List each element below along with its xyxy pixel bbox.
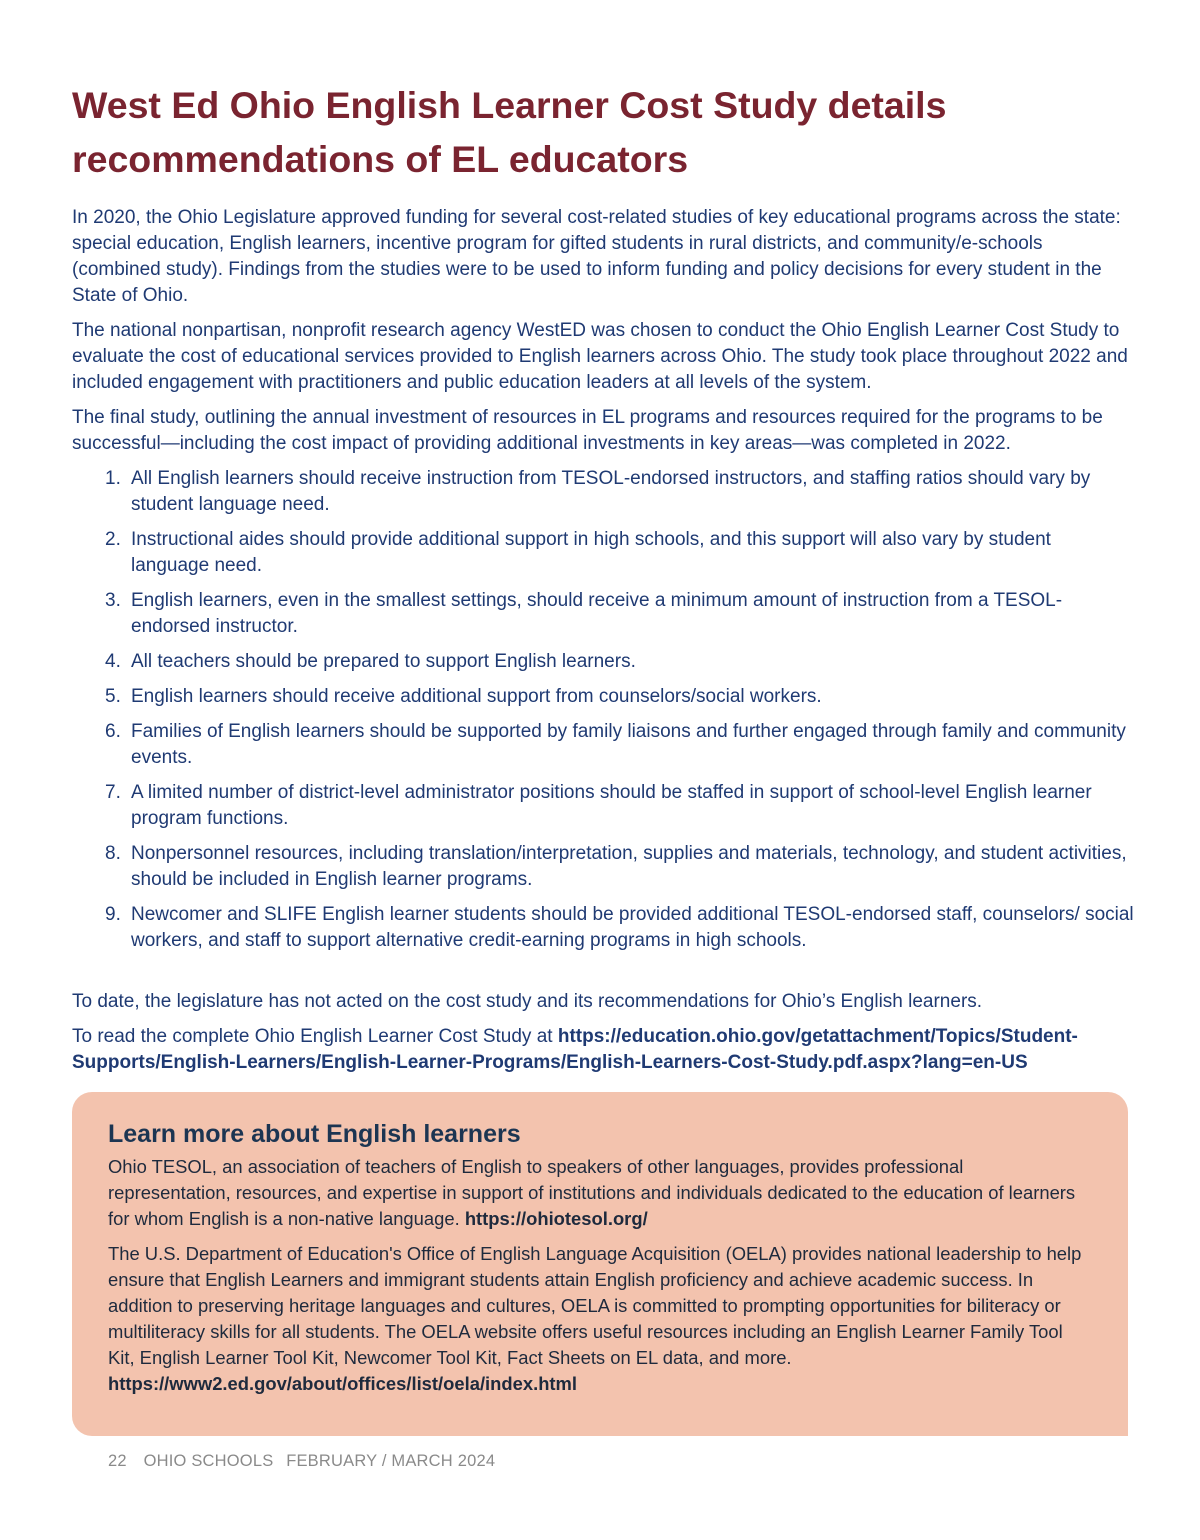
list-item [72,588,1134,640]
list-item-text: English learners should receive additional support from counselors/social workers. [131,686,822,707]
list-item-text: Newcomer and SLIFE English learner students should be provided additional TESOL-endorsed staff, counselors/ social workers, and staff to support alternative credit-earning programs in high schools. [131,904,1134,951]
article-title-line-1: West Ed Ohio English Learner Cost Study details [72,84,947,126]
ohio-tesol-paragraph [108,1154,1088,1232]
list-item [72,719,1134,771]
oela-link[interactable]: https://www2.ed.gov/about/offices/list/oela/index.html [108,1373,578,1394]
list-item-number: 5. [105,686,121,707]
list-item-number: 8. [105,843,121,864]
list-item [72,527,1134,579]
learn-more-box [72,1092,1128,1436]
list-item [72,841,1134,893]
list-item [72,649,1134,675]
read-study-prefix: To read the complete Ohio English Learner Cost Study at [72,1026,553,1047]
ohio-tesol-link[interactable]: https://ohiotesol.org/ [464,1208,648,1229]
page-number: 22 [108,1452,127,1470]
list-item [72,466,1134,518]
list-item-number: 3. [105,590,121,611]
list-item [72,780,1134,832]
intro-paragraph: In 2020, the Ohio Legislature approved funding for several cost-related studies of key educational programs across the state: special education, English learners, incentive program for gifted students in rural districts, and community/e-schools (combined study). Findings from the studies were to be used to inform funding and policy decisions for every student in the State of Ohio. [72,207,1121,306]
section-spacer [72,963,1134,989]
list-item-number: 4. [105,651,121,672]
article-title-line-2: recommendations of EL educators [72,138,689,180]
list-item [72,684,1134,710]
list-item-text: All English learners should receive instruction from TESOL-endorsed instructors, and staffing ratios should vary by student language need. [131,468,1091,515]
cost-study-link[interactable]: https://education.ohio.gov/getattachment/Topics/Student-Supports/English-Learners/English-Learner-Programs/English-Learners-Cost-Study.pdf.aspx?lang=en-US [72,1026,1078,1073]
wested-paragraph: The national nonpartisan, nonprofit research agency WestED was chosen to conduct the Ohio English Learner Cost Study to evaluate the cost of educational services provided to English learners across Ohio. The study took place throughout 2022 and included engagement with practitioners and public education leaders at all levels of the system. [72,320,1128,393]
list-item-text: Nonpersonnel resources, including translation/interpretation, supplies and materials, technology, and student activities, should be included in English learner programs. [131,843,1127,890]
read-study-paragraph [72,1024,1134,1076]
learn-more-heading: Learn more about English learners [108,1120,521,1148]
list-item-text: Families of English learners should be supported by family liaisons and further engaged through family and community events. [131,721,1126,768]
ohio-tesol-text: Ohio TESOL, an association of teachers of English to speakers of other languages, provides professional representation, resources, and expertise in support of institutions and individuals dedicated to the education of learners for whom English is a non-native language. [108,1156,1076,1229]
closing-paragraph: To date, the legislature has not acted on the cost study and its recommendations for Ohio’s English learners. [72,991,983,1012]
list-item-text: Instructional aides should provide additional support in high schools, and this support will also vary by student language need. [131,529,1051,576]
list-item-text: English learners, even in the smallest settings, should receive a minimum amount of instruction from a TESOL-endorsed instructor. [131,590,1063,637]
list-item-number: 1. [105,468,121,489]
list-item-text: All teachers should be prepared to support English learners. [131,651,636,672]
list-item-number: 6. [105,721,121,742]
article-body [72,205,1134,1085]
oela-paragraph [108,1241,1088,1397]
issue-date: FEBRUARY / MARCH 2024 [286,1452,496,1470]
oela-text: The U.S. Department of Education's Office of English Language Acquisition (OELA) provides national leadership to help ensure that English Learners and immigrant students attain English proficiency and achieve academic success. In addition to preserving heritage languages and cultures, OELA is committed to prompting opportunities for biliteracy or multiliteracy skills for all students. The OELA website offers useful resources including an English Learner Family Tool Kit, English Learner Tool Kit, Newcomer Tool Kit, Fact Sheets on EL data, and more. [108,1243,1082,1368]
list-item [72,902,1134,954]
recommendations-list [72,466,1134,954]
publication-name: OHIO SCHOOLS [143,1452,274,1470]
page-footer [108,1450,507,1472]
list-item-text: A limited number of district-level administrator positions should be staffed in support of school-level English learner program functions. [131,782,1092,829]
article-title [72,78,1132,186]
list-item-number: 2. [105,529,121,550]
final-study-paragraph: The final study, outlining the annual investment of resources in EL programs and resources required for the programs to be successful—including the cost impact of providing additional investments in key areas—was completed in 2022. [72,407,1103,454]
list-item-number: 9. [105,904,121,925]
list-item-number: 7. [105,782,121,803]
